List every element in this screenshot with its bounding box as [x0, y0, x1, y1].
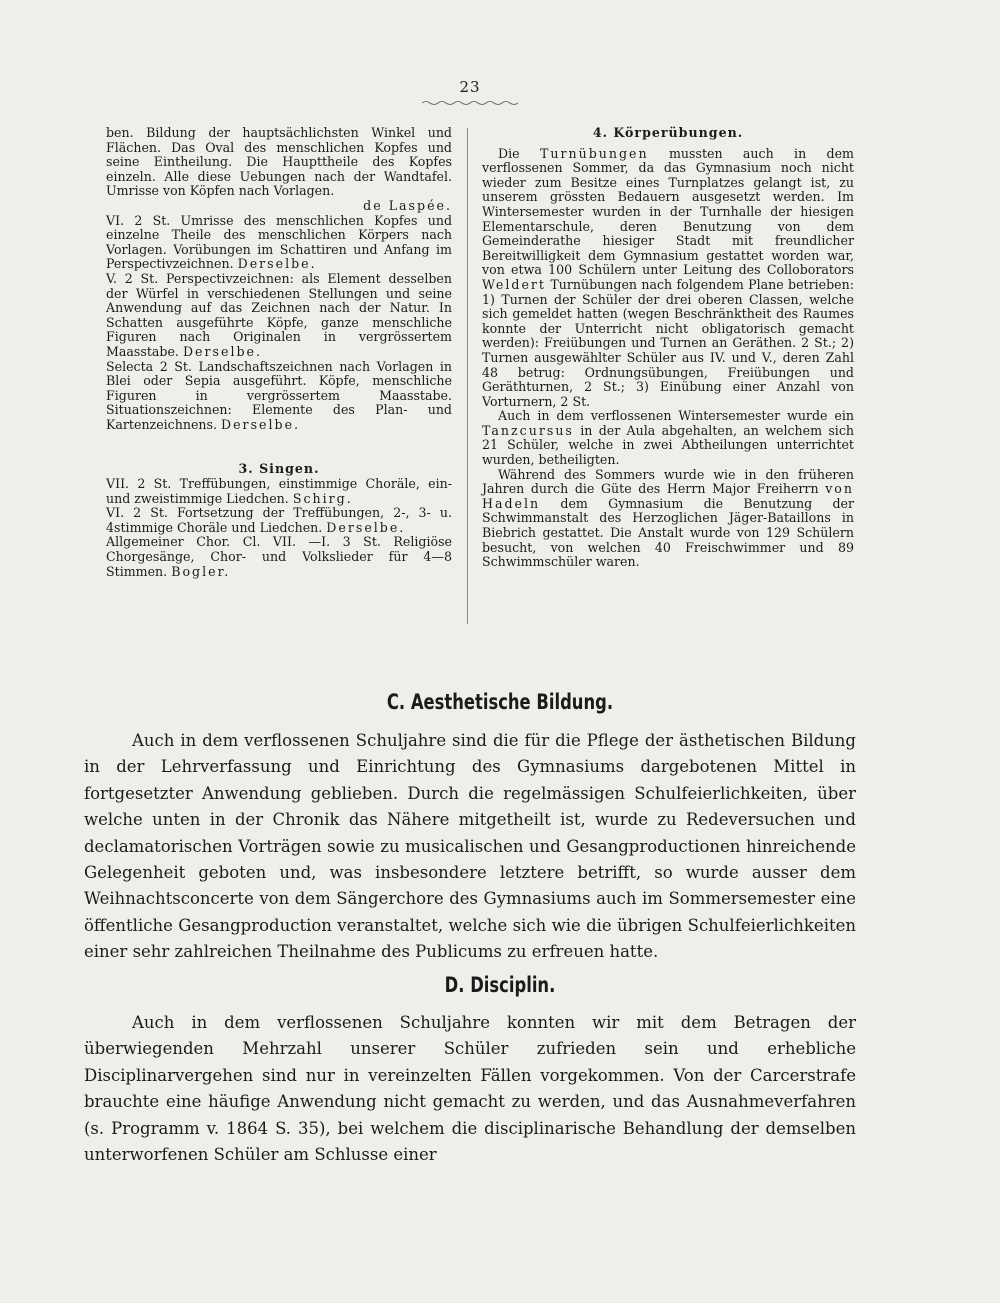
heading-koerperuebungen: 4. Körperübungen.	[592, 125, 744, 140]
emphasis-text: Weldert	[482, 276, 546, 292]
paragraph: Auch in dem verflossenen Schuljahre sind die für die Pflege der ästhetischen Bildung in der Lehrverfassung und Einrichtung des Gymnasiums dargebotenen Mittel in fortgesetzter Anwendung geblieben. Durch die regelmässigen Schulfeierlichkeiten, über welche unten in der Chronik das Nähere mitgetheilt ist, wurde zu Redeversuchen und declamatorischen Vorträgen sowie zu musicalischen und Gesangproductionen hinreichende Gelegenheit geboten und, was insbesondere letztere betrifft, so wurde ausser dem Weihnachtsconcerte von dem Sängerchore des Gymnasiums auch im Sommersemester eine öffentliche Gesangproduction veranstaltet, welche sich wie die übrigen Schulfeierlichkeiten einer sehr zahlreichen Theilnahme des Publicums zu erfreuen hatte.	[84, 731, 856, 962]
signature: Schirg.	[292, 490, 353, 506]
signature: Derselbe.	[221, 416, 301, 432]
paragraph-text: Die	[498, 145, 520, 161]
signature: Bogler.	[171, 563, 231, 579]
emphasis-text: Turnübungen	[539, 145, 649, 161]
paragraph-text: mussten auch in dem verflossenen Sommer, da das Gymnasium noch nicht wieder zum Besitze eines Turnplatzes gelangt ist, zu unserem grössten Bedauern ausgesetzt werden. Im Wintersemester wurden in der Turnhalle der hiesigen Elementarschule, deren Benutzung von dem Gemeinderathe hiesiger Stadt mit freundlicher Bereitwilligkeit dem Gymnasium gestattet worden war, von etwa 100 Schülern unter Leitung des Colloborators	[482, 145, 854, 278]
paragraph-text: Während des Sommers wurde wie in den früheren Jahren durch die Güte des Herrn Major Freiherrn	[482, 466, 854, 497]
section-d-title: D. Disciplin.	[444, 973, 556, 997]
paragraph-text: VI. 2 St. Umrisse des menschlichen Kopfes und einzelne Theile des menschlichen Körpers nach Vorlagen. Vorübungen im Schattiren und Anfang im Perspectivzeichnen.	[106, 212, 452, 272]
section-c-title: C. Aesthetische Bildung.	[386, 690, 614, 714]
section-d-body	[84, 1010, 856, 1168]
swimming-paragraph	[482, 468, 854, 570]
wavy-ornament	[422, 100, 518, 106]
section-c-body	[84, 728, 856, 966]
emphasis-text: Tanzcursus	[482, 422, 574, 438]
signature: Derselbe.	[182, 343, 262, 359]
paragraph-text: dem Gymnasium die Benutzung der Schwimmanstalt des Herzoglichen Jäger-Bataillons in Biebrich gestattet. Die Anstalt wurde von 129 Schülern besucht, von welchen 40 Freischwimmer und 89 Schwimmschüler waren.	[482, 495, 854, 570]
singing-paragraph-chor	[106, 535, 452, 579]
paragraph-text: Selecta 2 St. Landschaftszeichnen nach Vorlagen in Blei oder Sepia ausgeführt. Köpfe, menschliche Figuren in vergrössertem Maasstabe. Situationszeichnen: Elemente des Plan- und Kartenzeichnens.	[106, 358, 452, 432]
emphasis-text: von Hadeln	[482, 481, 854, 511]
drawing-paragraph-vi	[106, 214, 452, 272]
paragraph-text: Auch in dem verflossenen Wintersemester wurde ein	[498, 408, 854, 424]
paragraph-text: V. 2 St. Perspectivzeichnen: als Element desselben der Würfel in verschiedenen Stellungen und seine Anwendung auf das Zeichnen nach der Natur. In Schatten ausgeführte Köpfe, ganze menschliche Figuren nach Originalen in vergrössertem Maasstabe.	[106, 270, 452, 359]
column-divider	[467, 128, 468, 624]
singing-paragraph-vi	[106, 506, 452, 535]
drawing-paragraph-v	[106, 272, 452, 360]
signature: de Laspée.	[363, 197, 452, 213]
gymnastics-paragraph	[482, 147, 854, 410]
singing-paragraph-vii	[106, 477, 452, 506]
signature: Derselbe.	[237, 256, 317, 272]
dance-paragraph	[482, 409, 854, 467]
heading-singen: 3. Singen.	[238, 461, 320, 477]
page-number: 23	[459, 78, 481, 96]
signature: Derselbe.	[326, 519, 406, 535]
paragraph-text: VII. 2 St. Treffübungen, einstimmige Choräle, ein- und zweistimmige Liedchen.	[106, 476, 452, 506]
right-column	[482, 126, 854, 570]
paragraph-text: in der Aula abgehalten, an welchem sich 21 Schüler, welche in zwei Abtheilungen unterrichtet wurden, betheiligten.	[482, 422, 854, 468]
left-column	[106, 126, 452, 579]
paragraph: Auch in dem verflossenen Schuljahre konnten wir mit dem Betragen der überwiegenden Mehrzahl unserer Schüler zufrieden sein und erhebliche Disciplinarvergehen sind nur in vereinzelten Fällen vorgekommen. Von der Carcerstrafe brauchte eine häufige Anwendung nicht gemacht zu werden, und das Ausnahmeverfahren (s. Programm v. 1864 S. 35), bei welchem die disciplinarische Behandlung der demselben unterworfenen Schüler am Schlusse einer	[84, 1013, 856, 1165]
drawing-paragraph-vii: ben. Bildung der hauptsächlichsten Winkel und Flächen. Das Oval des menschlichen Kopfes und seine Eintheilung. Die Haupttheile des Kopfes einzeln. Alle diese Uebungen nach der Wandtafel. Umrisse von Köpfen nach Vorlagen.	[106, 125, 452, 199]
drawing-paragraph-selecta	[106, 360, 452, 433]
paragraph-text: Turnübungen nach folgendem Plane betrieben: 1) Turnen der Schüler der drei oberen Classen, welche sich gemeldet hatten (wegen Beschränktheit des Raumes konnte der Unterricht nicht obligatorisch gemacht werden): Freiübungen und Turnen an Geräthen. 2 St.; 2) Turnen ausgewählter Schüler aus IV. und V., deren Zahl 48 betrug: Ordnungsübungen, Freiübungen und Geräthturnen, 2 St.; 3) Einübung einer Anzahl von Vorturnern, 2 St.	[482, 276, 854, 409]
paragraph-text: VI. 2 St. Fortsetzung der Treffübungen, 2-, 3- u. 4stimmige Choräle und Liedchen.	[106, 505, 452, 535]
paragraph-text: Allgemeiner Chor. Cl. VII. —I. 3 St. Religiöse Chorgesänge, Chor- und Volkslieder für 4—8 Stimmen.	[106, 534, 452, 579]
